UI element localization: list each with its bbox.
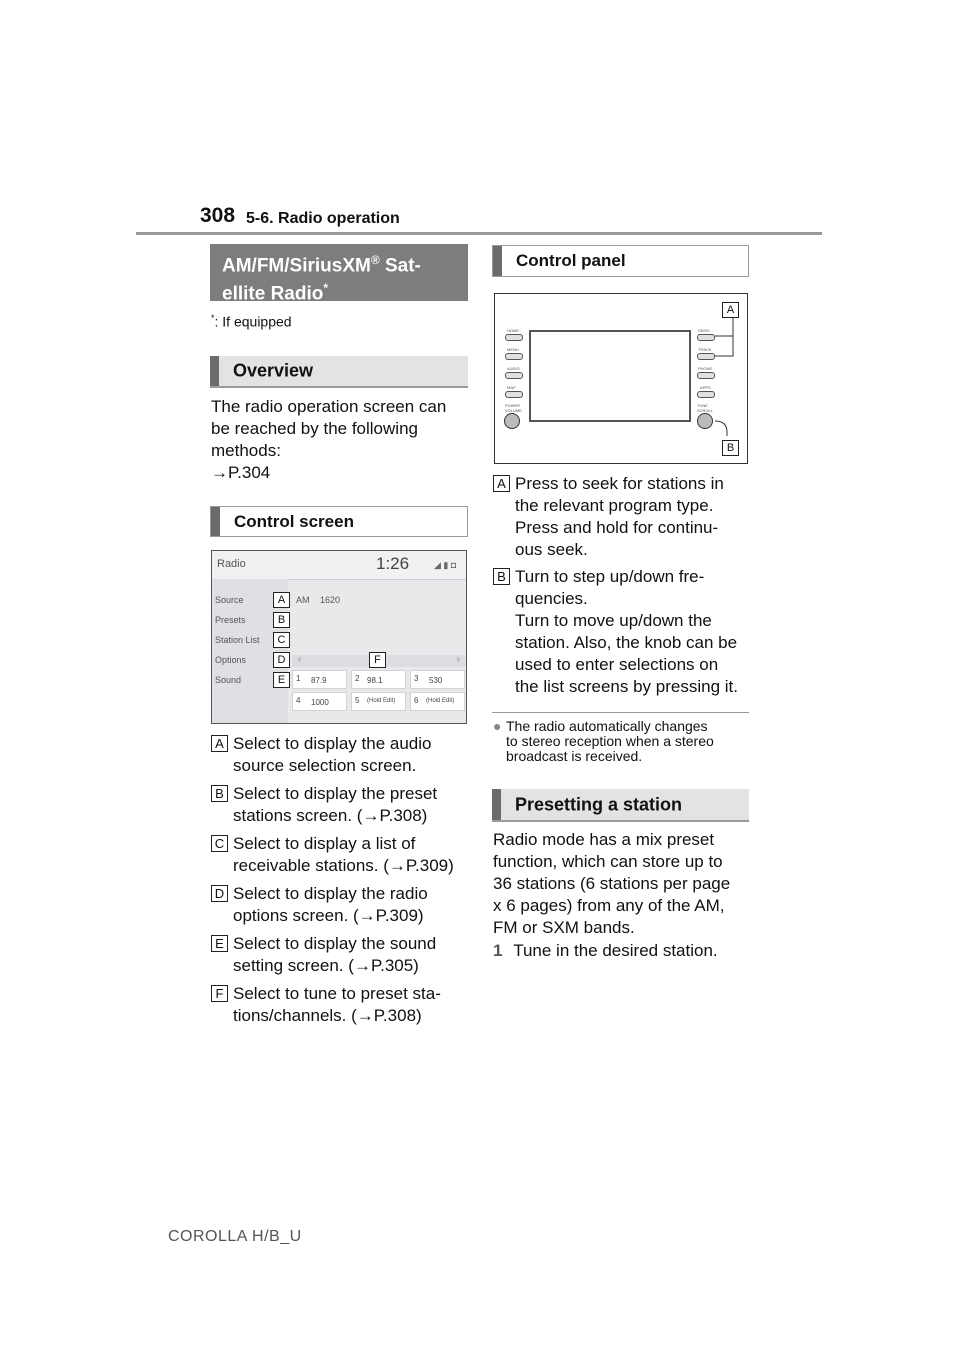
preset-cell: 4 1000 xyxy=(292,692,347,711)
chevron-right-icon: › xyxy=(456,654,460,665)
menu-item-options: Options xyxy=(215,655,247,665)
presetting-body: Radio mode has a mix preset function, which can store up to 36 stations (6 stations per page x 6 pages) from any of the AM, FM or SXM bands. xyxy=(493,830,731,937)
panel-callout-b: B xyxy=(722,440,739,456)
callout-e: E xyxy=(273,672,290,688)
step-number: 1 xyxy=(493,941,503,960)
callout-f: F xyxy=(369,652,386,668)
header-rule xyxy=(136,232,822,235)
callout-d: D xyxy=(273,652,290,668)
main-title-box xyxy=(210,244,468,305)
radio-screen-clock: 1:26 xyxy=(376,554,410,573)
preset-cell: 2 98.1 xyxy=(351,670,406,689)
signal-icon: ◢ ▮ ◘ xyxy=(434,560,457,570)
footer-model: COROLLA H/B_U xyxy=(168,1228,302,1245)
overview-body: The radio operation screen can be reached by the following methods: →P.304 xyxy=(211,397,447,482)
preset-cell: 5 (Hold Edit) xyxy=(351,692,406,711)
overview-heading: Overview xyxy=(210,356,468,388)
callout-leaders xyxy=(495,294,747,463)
radio-screen-title: Radio xyxy=(217,558,246,570)
menu-item-station-list: Station List xyxy=(215,635,260,645)
control-screen-heading: Control screen xyxy=(210,506,468,537)
menu-item-sound: Sound xyxy=(215,675,242,685)
bullet-icon: ● xyxy=(493,718,502,734)
preset-cell: 1 87.9 xyxy=(292,670,347,689)
control-panel-image: HOME MENU AUDIO MAP POWER VOLUME SEEK/ TRACK PHONE APPS TUNE SCROLL A B xyxy=(494,293,748,464)
step-text: Tune in the desired station. xyxy=(513,941,718,960)
radio-band: AM xyxy=(296,595,310,605)
chevron-left-icon: ‹ xyxy=(298,654,302,665)
radio-frequency: 1620 xyxy=(320,595,341,605)
preset-cell: 6 (Hold Edit) xyxy=(410,692,465,711)
menu-item-presets: Presets xyxy=(215,615,246,625)
menu-item-source: Source xyxy=(215,595,244,605)
control-panel-heading: Control panel xyxy=(492,245,749,277)
note-divider xyxy=(492,712,749,713)
section-title: 5-6. Radio operation xyxy=(246,210,400,227)
radio-screen-topbar xyxy=(212,551,466,580)
main-title: AM/FM/SiriusXM® Sat- ellite Radio* xyxy=(222,253,421,305)
callout-a: A xyxy=(273,592,290,608)
callout-c: C xyxy=(273,632,290,648)
footnote: *: If equipped xyxy=(211,313,292,330)
callout-b: B xyxy=(273,612,290,628)
step-1 xyxy=(493,940,718,962)
presetting-heading: Presetting a station xyxy=(492,789,749,822)
panel-callout-a: A xyxy=(722,302,739,318)
page-number: 308 xyxy=(200,204,236,227)
preset-cell: 3 530 xyxy=(410,670,465,689)
radio-screen-image xyxy=(211,550,467,724)
